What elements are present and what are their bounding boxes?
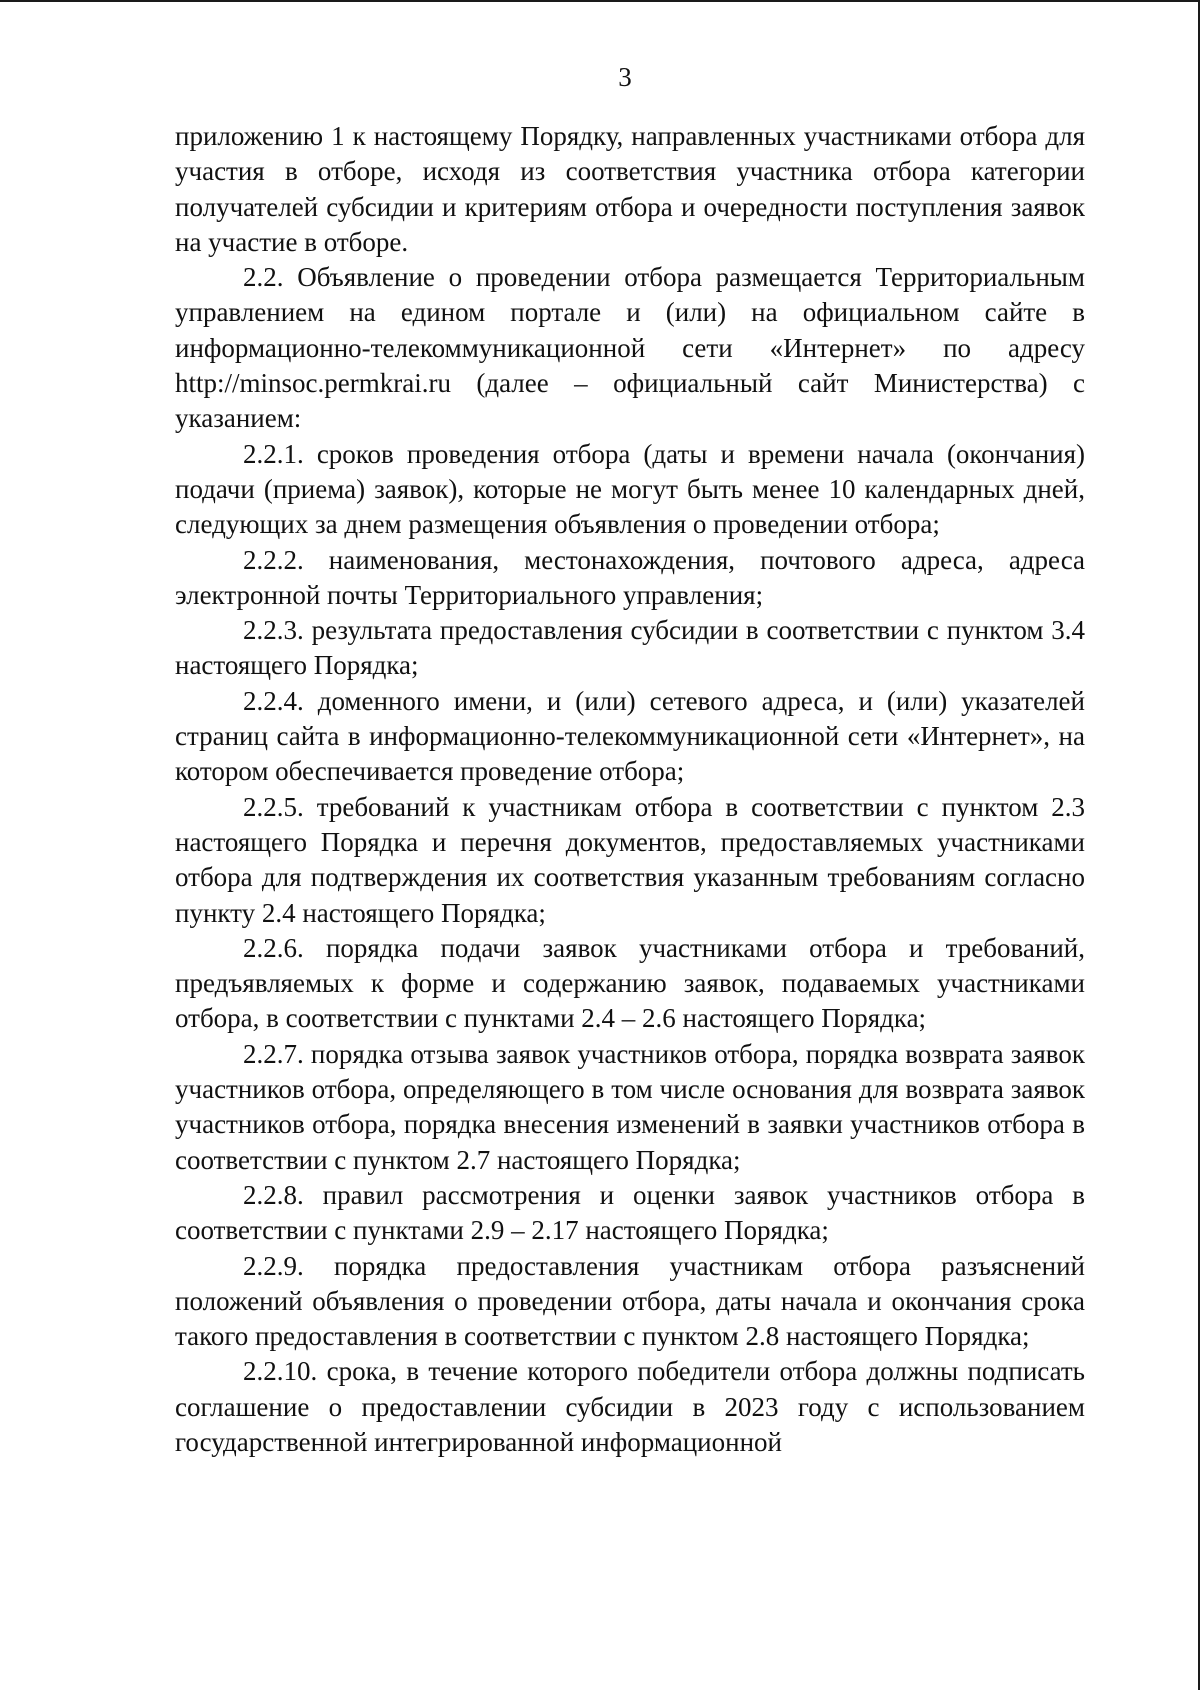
paragraph-2-2-7: 2.2.7. порядка отзыва заявок участников отбора, порядка возврата заявок участников отбора, определяющего в том числе основания для возврата заявок участников отбора, порядка внесения изменений в заявки участников отбора в соответствии с пунктом 2.7 настоящего Порядка; xyxy=(175,1038,1085,1175)
paragraph-2-2-8: 2.2.8. правил рассмотрения и оценки заявок участников отбора в соответствии с пунктами 2.9 – 2.17 настоящего Порядка; xyxy=(175,1179,1085,1246)
paragraph-2-2-2: 2.2.2. наименования, местонахождения, почтового адреса, адреса электронной почты Территориального управления; xyxy=(175,544,1085,610)
paragraph-2-2-10: 2.2.10. срока, в течение которого победители отбора должны подписать соглашение о предоставлении субсидии в 2023 году с использованием государственной интегрированной информационной xyxy=(175,1356,1085,1457)
paragraph-2-2-9: 2.2.9. порядка предоставления участникам отбора разъяснений положений объявления о проведении отбора, даты начала и окончания срока такого предоставления в соответствии с пунктом 2.8 настоящего Порядка; xyxy=(175,1250,1085,1352)
paragraph-2-2-5: 2.2.5. требований к участникам отбора в соответствии с пунктом 2.3 настоящего Порядка и перечня документов, предоставляемых участниками отбора для подтверждения их соответствия указанным требованиям согласно пункту 2.4 настоящего Порядка; xyxy=(175,791,1085,928)
paragraph-2-2: 2.2. Объявление о проведении отбора размещается Территориальным управлением на едином портале и (или) на официальном сайте в информационно-телекоммуникационной сети «Интернет» по адресу http://minsoc.permkrai.ru (далее – официальный сайт Министерства) с указанием: xyxy=(175,262,1085,434)
page-number: 3 xyxy=(618,62,632,92)
paragraph-2-2-6: 2.2.6. порядка подачи заявок участниками отбора и требований, предъявляемых к форме и содержанию заявок, подаваемых участниками отбора, в соответствии с пунктами 2.4 – 2.6 настоящего Порядка; xyxy=(175,932,1085,1034)
document-body xyxy=(175,119,1085,1460)
paragraph-2-2-1: 2.2.1. сроков проведения отбора (даты и времени начала (окончания) подачи (приема) заявок), которые не могут быть менее 10 календарных дней, следующих за днем размещения объявления о проведении отбора; xyxy=(175,438,1085,540)
paragraph-2-2-3: 2.2.3. результата предоставления субсидии в соответствии с пунктом 3.4 настоящего Порядка; xyxy=(175,615,1085,681)
paragraph-2-2-4: 2.2.4. доменного имени, и (или) сетевого адреса, и (или) указателей страниц сайта в информационно-телекоммуникационной сети «Интернет», на котором обеспечивается проведение отбора; xyxy=(175,685,1085,787)
paragraph-continuation: приложению 1 к настоящему Порядку, направленных участниками отбора для участия в отборе, исходя из соответствия участника отбора категории получателей субсидии и критериям отбора и очередности поступления заявок на участие в отборе. xyxy=(175,121,1085,257)
